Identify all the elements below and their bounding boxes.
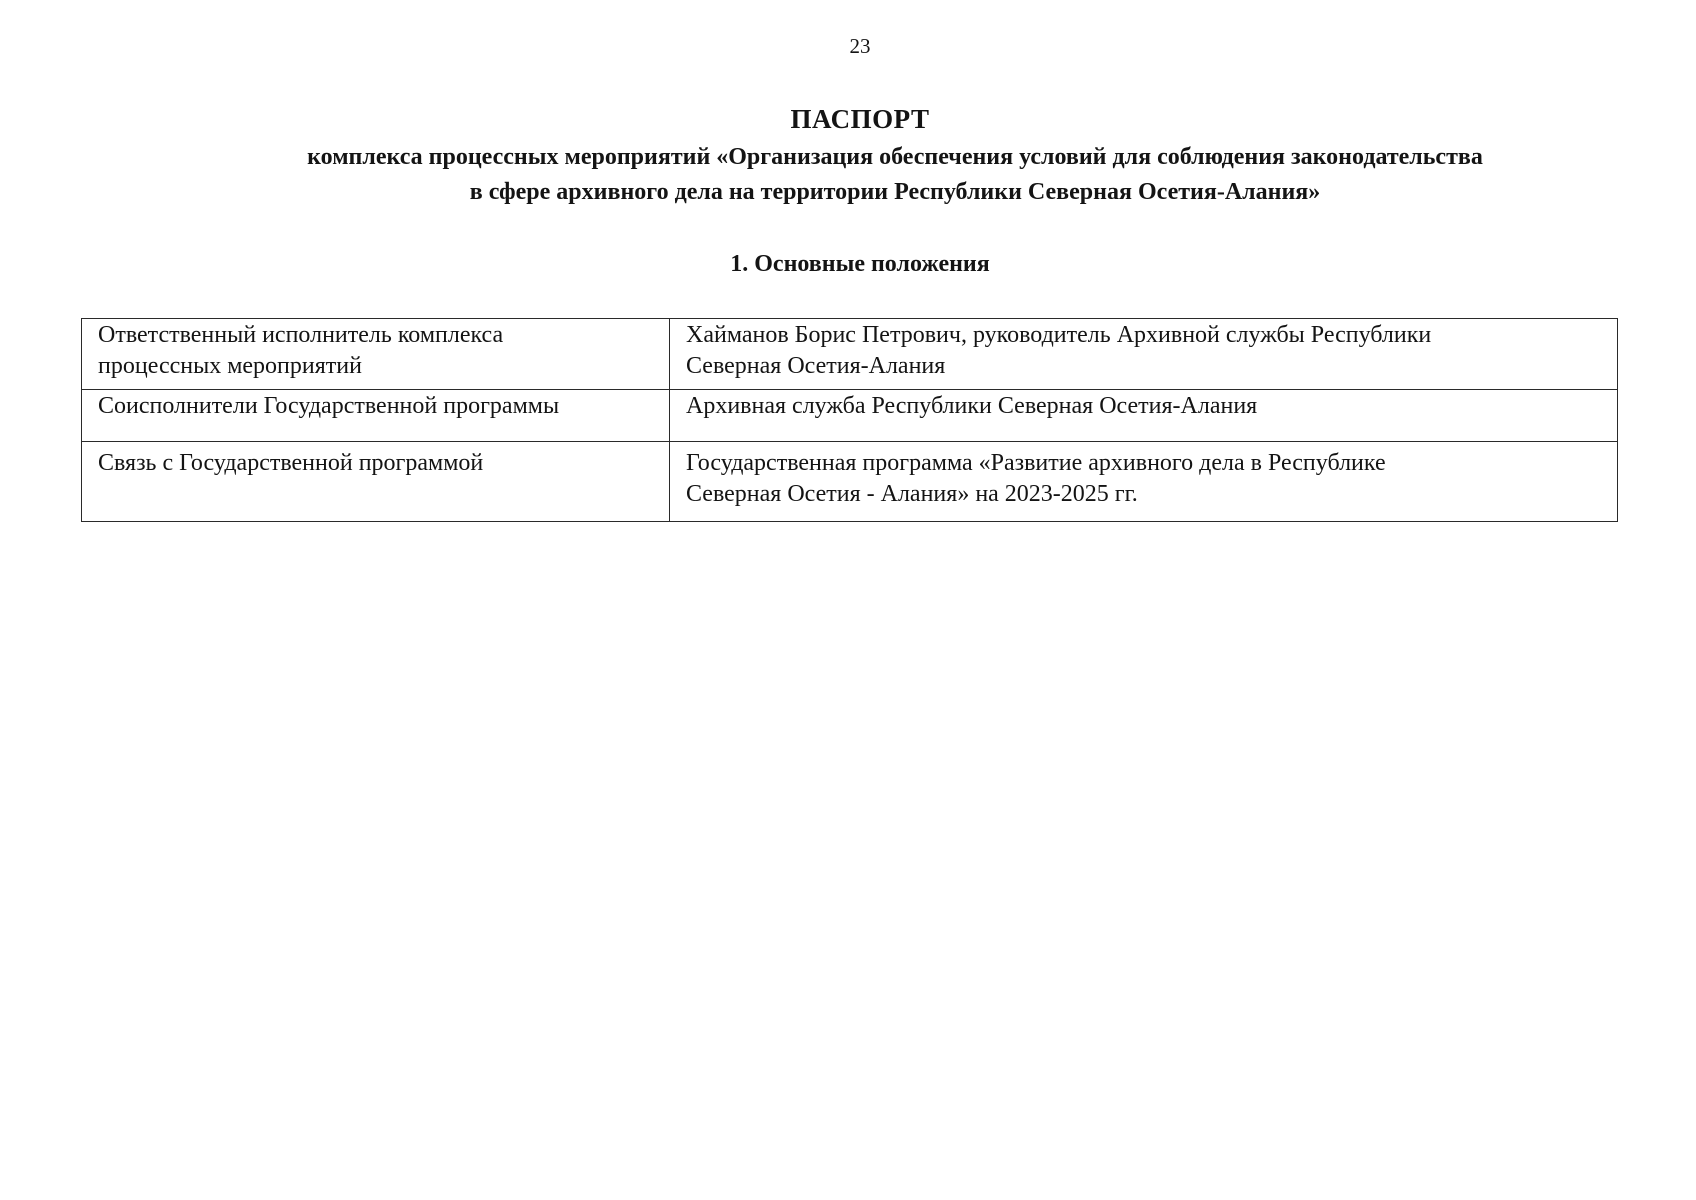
table-row: [82, 442, 1618, 522]
subtitle-line: комплекса процессных мероприятий «Организация обеспечения условий для соблюдения законодательства: [307, 144, 1483, 170]
row-value-line: Архивная служба Республики Северная Осетия-Алания: [686, 393, 1258, 419]
passport-table: [81, 318, 1618, 522]
row-label-cell: [82, 442, 670, 522]
row-label-line: Ответственный исполнитель комплекса: [98, 322, 504, 348]
document-title: ПАСПОРТ: [790, 104, 930, 134]
subtitle-line: в сфере архивного дела на территории Республики Северная Осетия-Алания»: [469, 179, 1321, 205]
row-value-line: Хайманов Борис Петрович, руководитель Архивной службы Республики: [686, 322, 1432, 348]
row-value-line: Северная Осетия - Алания» на 2023-2025 гг.: [686, 481, 1138, 507]
row-label-line: Связь с Государственной программой: [98, 450, 484, 476]
row-value-cell: [670, 442, 1618, 522]
row-label-line: Соисполнители Государственной программы: [98, 393, 560, 419]
row-label-cell: [82, 390, 670, 442]
row-value-cell: [670, 390, 1618, 442]
document-subtitle: [190, 140, 1600, 210]
row-value-line: Северная Осетия-Алания: [686, 353, 946, 379]
row-value-line: Государственная программа «Развитие архивного дела в Республике: [686, 450, 1386, 476]
row-value-cell: [670, 319, 1618, 390]
row-label-line: процессных мероприятий: [98, 353, 362, 379]
row-label-cell: [82, 319, 670, 390]
table-row: [82, 390, 1618, 442]
table-row: [82, 319, 1618, 390]
page-number: 23: [849, 34, 871, 58]
section-heading: 1. Основные положения: [730, 251, 990, 277]
